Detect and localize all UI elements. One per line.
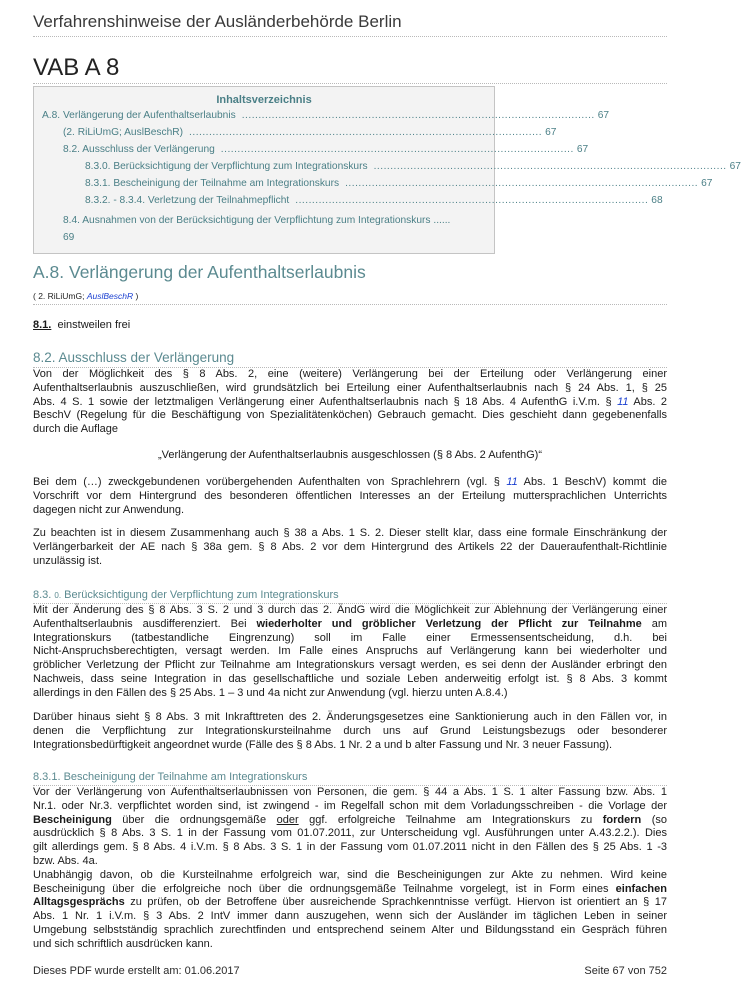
section-heading-8-2: 8.2. Ausschluss der Verlängerung <box>33 350 235 365</box>
section-heading-8-3-0: 8.3. 0. Berücksichtigung der Verpflichtung zum Integrationskurs <box>33 589 339 601</box>
footer-page-number: Seite 67 von 752 <box>584 965 667 977</box>
toc-entry[interactable]: 8.3.0. Berücksichtigung der Verpflichtung zum Integrationskurs .......................................................................................................... 67 <box>85 161 741 172</box>
footer-created-date: Dieses PDF wurde erstellt am: 01.06.2017 <box>33 965 240 977</box>
toc-entry[interactable]: 8.3.1. Bescheinigung der Teilnahme am Integrationskurs .......................................................................................................... 67 <box>85 178 713 189</box>
section-heading-a8: A.8. Verlängerung der Aufenthaltserlaubnis <box>33 262 366 282</box>
toc-entry[interactable]: A.8. Verlängerung der Aufenthaltserlaubnis .......................................................................................................... 67 <box>42 110 610 121</box>
section-number: 8.1. <box>33 319 52 331</box>
toc-entry[interactable]: (2. RiLiUmG; AuslBeschR) .......................................................................................................... 67 <box>63 127 557 138</box>
divider <box>33 36 667 37</box>
paragraph-8-2-c: Zu beachten ist in diesem Zusammenhang auch § 38 a Abs. 1 S. 2. Dieser stellt klar, dass eine formale Einschränkung der Verlängerbarkeit der AE nach § 38a gem. § 8 Abs. 2 vor dem Hintergrund des Artikels 22 der Daueraufenthalt-Richtlinie unzulässig ist. <box>33 527 667 567</box>
toc-entry[interactable]: 8.4. Ausnahmen von der Berücksichtigung der Verpflichtung zum Integrationskurs ...... 69 <box>63 215 451 243</box>
auslbeschr-link[interactable]: AuslBeschR <box>86 291 134 301</box>
divider <box>33 304 667 305</box>
quote: „Verlängerung der Aufenthaltserlaubnis ausgeschlossen (§ 8 Abs. 2 AufenthG)“ <box>157 449 543 461</box>
paragraph-link[interactable]: 11 <box>617 395 629 408</box>
toc-entry[interactable]: 8.3.2. - 8.3.4. Verletzung der Teilnahmepflicht .......................................................................................................... 68 <box>85 195 663 206</box>
paragraph-8-3-0-a: Mit der Änderung des § 8 Abs. 3 S. 2 und 3 durch das 2. ÄndG wird die Möglichkeit zur Ablehnung der Verlängerung einer Aufenthaltserlaubnis ausdifferenziert. Bei wiederholter und gröblicher Verletzung der Pflicht zur Teilnahme am Integrationskurs (tatbestandliche Eingrenzung) soll im Falle einer Ermessensentscheidung, d.h. bei Nicht-Anspruchsberechtigten, versagt werden. Im Falle eines Anspruchs auf Verlängerung kann bei wiederholter und gröblicher Verletzung der Pflicht zur Teilnahme am Integrationskurs versagt werden, es sei denn der Ausländer erbringt den Nachweis, dass seine Integration in das gesellschaftliche und soziale Leben anderweitig erfolgt ist. § 8 Abs. 3 kommt allerdings in den Fällen des § 25 Abs. 1 – 3 und 4a nicht zur Anwendung (vgl. hierzu unten A.8.4.) <box>33 604 667 699</box>
divider <box>33 83 667 84</box>
paragraph-8-2-a: Von der Möglichkeit des § 8 Abs. 2, eine (weitere) Verlängerung bei der Erteilung oder Verlängerung einer Aufenthaltserlaubnis auszuschließen, wird grundsätzlich bei Erteilung einer Aufenthaltserlaubnis nach § 24 Abs. 1, § 25 Abs. 4 S. 1 sowie der letztmaligen Verlängerung einer Aufenthaltserlaubnis nach § 18 Abs. 4 AufenthG i.V.m. § 11 Abs. 2 BeschV (Regelung für die Beschäftigung von Spezialitätenköchen) Gebrauch gemacht. Dies geschieht dann gegebenenfalls durch die Auflage <box>33 368 667 436</box>
paragraph-8-3-1: Vor der Verlängerung von Aufenthaltserlaubnissen von Personen, die gem. § 44 a Abs. 1 S. 1 alter Fassung bzw. Abs. 1 Nr.1. oder Nr.3. verpflichtet worden sind, ist zwingend - im Regelfall schon mit dem Vorladungsschreiben - die Vorlage der Bescheinigung über die ordnungsgemäße oder ggf. erfolgreiche Teilnahme am Integrationskurs zu fordern (so ausdrücklich § 8 Abs. 3 S. 1 in der Fassung vom 01.07.2011, zur Unterscheidung vgl. Ausführungen unter A.43.2.2.). Dies gilt allerdings gem. § 8 Abs. 4 i.V.m. § 8 Abs. 3 S. 1 in der Fassung vom 01.07.2011 nicht in den Fällen des § 25 Abs. 1 -3 bzw. Abs. 4a. Unabhängig davon, ob die Kursteilnahme erfolgreich war, sind die Bescheinigungen zur Akte zu nehmen. Wird keine Bescheinigung über die erfolgreiche noch über die ordnungsgemäße Teilnahme vorgelegt, ist in Form eines einfachen Alltagsgesprächs zu prüfen, ob der Betroffene über ausreichende Sprachkenntnisse verfügt. Hiervon ist orientiert an § 17 Abs. 1 Nr. 1 i.V.m. § 3 Abs. 2 IntV immer dann auszugehen, wenn sich der Ausländer im täglichen Leben in seiner Umgebung selbstständig sprachlich zurechtfinden und entsprechend seinem Alter und Bildungsstand ein Gespräch führen und sich schriftlich ausdrücken kann. <box>33 786 667 950</box>
site-title: Verfahrenshinweise der Ausländerbehörde Berlin <box>33 12 402 31</box>
document-title: VAB A 8 <box>33 54 120 81</box>
paragraph-8-3-0-b: Darüber hinaus sieht § 8 Abs. 3 mit Inkrafttreten des 2. Änderungsgesetzes eine Sanktionierung auch in den Fällen vor, in denen die Verpflichtung zur Integrationskursteilnahme durch uns auf Grund Leistungsbezugs oder besonderer Integrationsbedürftigkeit angeordnet wurde (Fälle des § 8 Abs. 1 Nr. 2 a und b alter Fassung und Nr. 3 neuer Fassung). <box>33 711 667 751</box>
toc-entry[interactable]: 8.2. Ausschluss der Verlängerung .......................................................................................................... 67 <box>63 144 589 155</box>
table-of-contents <box>33 86 741 254</box>
legal-references: ( 2. RiLiUmG; AuslBeschR ) <box>33 291 139 301</box>
section-heading-8-3-1: 8.3.1. Bescheinigung der Teilnahme am Integrationskurs <box>33 771 308 783</box>
paragraph-link[interactable]: 11 <box>506 476 518 488</box>
section-8-1: 8.1. einstweilen frei <box>33 319 131 331</box>
paragraph-8-2-b: Bei dem (…) zweckgebundenen vorübergehenden Aufenthalten von Sprachlehrern (vgl. § 11 Abs. 1 BeschV) kommt die Vorschrift vor dem Hintergrund des besonderen öffentlichen Interesses an der Erteilung muttersprachlichen Unterrichts dagegen nicht zur Anwendung. <box>33 476 667 516</box>
toc-title: Inhaltsverzeichnis <box>216 94 312 106</box>
